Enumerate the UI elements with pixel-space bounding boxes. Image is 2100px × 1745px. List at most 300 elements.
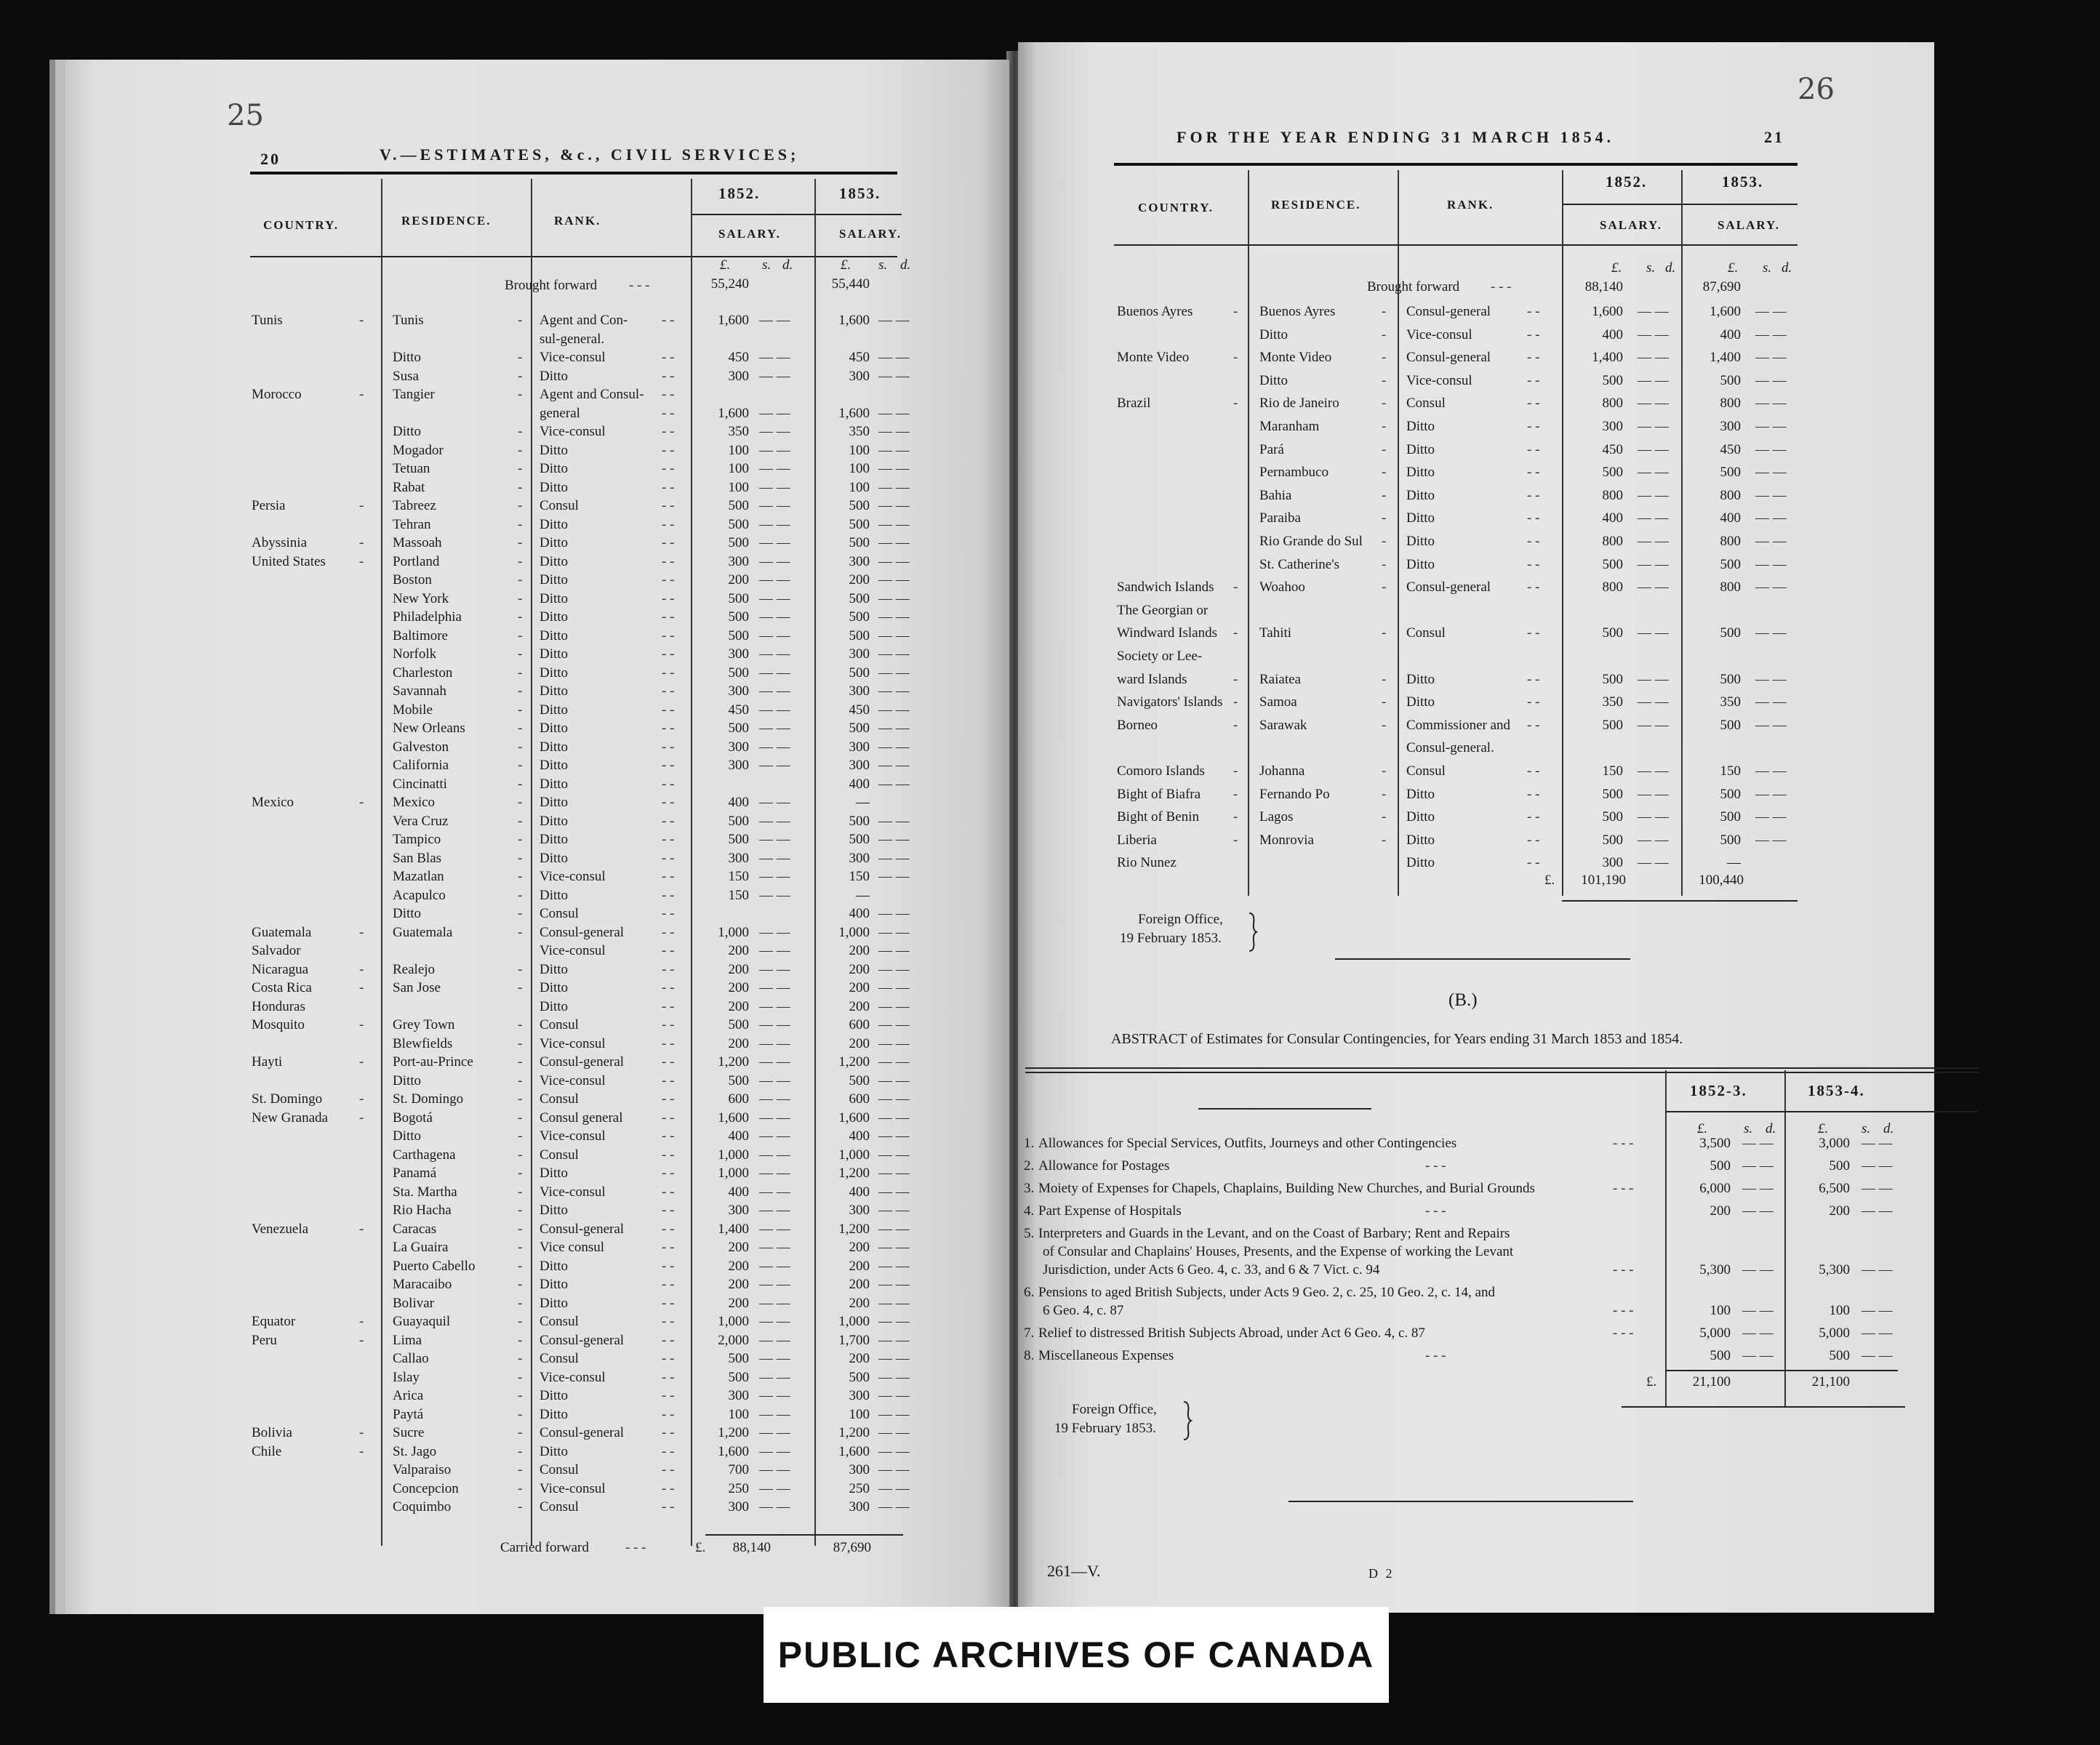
dots: — — [878,1184,910,1200]
row-rank: Ditto [540,627,569,643]
dots: - [1382,419,1387,434]
row-residence: Bolivar [393,1295,434,1311]
abstract-item-1853-4: 100 [1829,1303,1850,1318]
row-salary-1853: 500 [849,609,870,625]
dots: - [1382,465,1387,481]
row-rank: Consul [1406,763,1446,779]
dots: - [359,1425,364,1440]
dots: - - [1527,350,1540,366]
row-salary-1853: 450 [849,702,870,718]
row-rank: Vice-consul [540,1480,606,1496]
row-salary-1852: 600 [728,1091,749,1107]
dots: — — [878,1072,910,1088]
dots: - [1233,671,1238,687]
dots: — — [1638,556,1669,572]
dots: — — [1638,326,1669,342]
dots: — — [759,739,790,755]
abstract-item-text: Pensions to aged British Subjects, under Acts 9 Geo. 2, c. 25, 10 Geo. 2, c. 14, and [1038,1285,1495,1300]
row-rank: Consul [540,498,579,513]
dots: - - - [1613,1136,1634,1151]
abstract-item-text: 6 Geo. 4, c. 87 [1043,1303,1124,1318]
row-salary-1853: 400 [849,906,870,921]
row-rank: sul-general. [540,331,605,347]
row-salary-1852: 200 [728,572,749,587]
row-residence: Buenos Ayres [1259,304,1336,319]
row-salary-1852: 500 [1602,625,1623,641]
signature-office: Foreign Office, [1138,912,1223,927]
brought-forward-1853: 55,440 [831,276,870,292]
dots: - - [662,479,675,495]
dots: — — [878,1314,910,1329]
dots: — — [1755,786,1787,802]
dots: — — [759,1480,790,1496]
dots: - - [1527,419,1540,434]
row-rank: Consul [1406,625,1446,641]
row-country: Sandwich Islands [1117,579,1214,595]
dots: — — [759,1369,790,1385]
dots: — — [759,572,790,587]
dots: — — [1755,625,1787,641]
row-rank: Consul [1406,396,1446,412]
row-rank: general [540,405,580,421]
dots: - - [1527,326,1540,342]
dots: - - [1527,465,1540,481]
year-rule [1562,204,1798,205]
row-salary-1853: 500 [849,627,870,643]
dots: — — [759,498,790,513]
dots: - - [662,1017,675,1032]
row-rank: Ditto [1406,441,1435,457]
dots: — — [878,1017,910,1032]
dots: - [518,1351,523,1366]
dots: — — [878,943,910,958]
archive-label [764,1607,1389,1703]
row-rank: Ditto [1406,419,1435,434]
row-residence: Concepcion [393,1480,459,1496]
row-country: Comoro Islands [1117,763,1205,779]
row-salary-1853: 300 [849,850,870,866]
row-residence: Lima [393,1332,422,1348]
dots: — — [759,758,790,773]
dots: - - [662,1035,675,1051]
row-rank: Ditto [540,553,569,569]
dots: — — [759,1166,790,1181]
row-country: Liberia [1117,832,1157,848]
dots: — — [759,1035,790,1051]
dots: — — [1861,1181,1893,1196]
row-salary-1852: 500 [728,832,749,847]
dots: - - [662,590,675,606]
row-salary-1852: 500 [1602,786,1623,802]
total-1852: 101,190 [1581,872,1626,888]
dots: - [1382,487,1387,503]
dots: — — [759,1462,790,1477]
row-salary-1852: 300 [728,368,749,384]
dots: - - [662,609,675,625]
dots: — — [878,590,910,606]
row-rank: Ditto [1406,671,1435,687]
dots: — — [1742,1181,1774,1196]
dots: - [1233,763,1238,779]
row-rank: Consul general [540,1110,623,1126]
abstract-year-1852-3: 1852-3. [1690,1082,1747,1099]
row-salary-1853: 400 [1720,510,1741,526]
dots: - - [662,405,675,421]
unit-shillings-1852: s. [1646,260,1656,276]
abstract-header-rule [1665,1111,1978,1112]
abstract-item-number: 1. [1024,1136,1035,1151]
row-salary-1853: 1,000 [838,924,870,940]
row-salary-1852: 300 [728,739,749,755]
row-salary-1853: 500 [1720,832,1741,848]
row-country: Hayti [252,1054,283,1070]
dots: - [518,1369,523,1385]
row-residence: Vera Cruz [393,813,449,829]
row-salary-1852: 100 [728,442,749,458]
row-residence: St. Domingo [393,1091,464,1107]
dots: - [359,1054,364,1070]
abstract-divider [1784,1070,1786,1406]
dots: — — [878,1499,910,1515]
row-residence: Puerto Cabello [393,1258,476,1274]
row-rank: Vice-consul [540,350,606,365]
row-residence: Sarawak [1259,717,1307,733]
dots: - - - [625,1540,646,1555]
header-rule [1114,163,1798,166]
dots: — — [759,702,790,718]
dots: - [359,1443,364,1459]
signature2-date: 19 February 1853. [1054,1421,1156,1436]
row-salary-1853: 600 [849,1017,870,1032]
dots: - [1382,786,1387,802]
dots: — — [1638,625,1669,641]
dots: — — [878,405,910,421]
dots: — — [759,1054,790,1070]
dots: — — [1755,465,1787,481]
row-salary-1852: 1,200 [718,1054,749,1070]
row-rank: Vice-consul [540,869,606,884]
dots: - [359,961,364,977]
row-salary-1853: 500 [1720,671,1741,687]
row-salary-1852: 1,600 [718,313,749,328]
dots: - - [662,1369,675,1385]
row-salary-1852: 300 [728,683,749,699]
dots: - - [662,758,675,773]
abstract-year-1853-4: 1853-4. [1808,1082,1865,1099]
dots: - [518,350,523,365]
dots: — — [878,572,910,587]
unit-pence-1852: d. [782,257,793,273]
row-residence: Maracaibo [393,1277,452,1292]
dots: - - [1527,372,1540,388]
dots: — — [1742,1158,1774,1174]
row-salary-1853: 200 [849,998,870,1014]
dots: - [518,313,523,328]
abstract-item-text: Allowance for Postages [1038,1158,1170,1174]
abstract-item-1852-3: 3,500 [1699,1136,1731,1151]
row-rank: Ditto [1406,694,1435,710]
row-salary-1853: 500 [849,535,870,550]
dots: - - [1527,510,1540,526]
dots: — — [878,1332,910,1348]
abstract-unit-pounds-b: £. [1818,1121,1829,1136]
dots: — — [1755,350,1787,366]
row-salary-1853: 400 [849,1184,870,1200]
row-salary-1852: 400 [728,1128,749,1144]
row-rank: Vice-consul [540,943,606,958]
row-residence: Massoah [393,535,442,550]
row-salary-1853: 300 [849,739,870,755]
row-residence: Monrovia [1259,832,1314,848]
dots: - - [1527,855,1540,871]
dots: — — [878,461,910,476]
row-residence: Coquimbo [393,1499,452,1515]
end-rule [1289,1501,1633,1502]
dots: — — [1638,304,1669,319]
dots: — — [878,1295,910,1311]
dots: - [518,832,523,847]
dots: — — [1742,1348,1774,1363]
row-country: Borneo [1117,717,1158,733]
row-residence: Pernambuco [1259,465,1328,481]
dots: - [518,1295,523,1311]
row-residence: Carthagena [393,1147,456,1163]
dots: - [518,442,523,458]
unit-pounds-1853: £. [1728,260,1739,276]
dots: - [359,387,364,402]
unit-pence-1853: d. [900,257,911,273]
dots: — — [759,943,790,958]
row-salary-1852: 1,000 [718,1166,749,1181]
dots: - - [662,961,675,977]
dots: — — [1755,694,1787,710]
dots: — — [1638,465,1669,481]
row-salary-1853: 1,200 [838,1221,870,1237]
row-salary-1852: 200 [728,1295,749,1311]
abstract-item-1852-3: 6,000 [1699,1181,1731,1196]
dots: - [1382,694,1387,710]
dots: - [518,1147,523,1163]
dots: - [1233,832,1238,848]
dots: - [1233,717,1238,733]
dots: - - [662,980,675,995]
row-salary-1852: 500 [728,1017,749,1032]
dots: — — [759,980,790,995]
dots: — — [759,1221,790,1237]
abstract-item-1852-3: 5,300 [1699,1262,1731,1277]
row-rank: Consul [540,1091,579,1107]
row-salary-1852: 500 [1602,372,1623,388]
row-country: Honduras [252,998,305,1014]
unit-pence-1853: d. [1782,260,1792,276]
row-residence: Woahoo [1259,579,1305,595]
row-salary-1852: 400 [728,1184,749,1200]
row-salary-1853: 300 [849,683,870,699]
dots: - [518,683,523,699]
row-residence: Sucre [393,1425,425,1440]
unit-pounds-1853: £. [841,257,851,273]
dots: — — [1638,763,1669,779]
row-rank: Vice-consul [1406,326,1472,342]
dots: — — [759,850,790,866]
dots: — — [878,850,910,866]
row-salary-1853: 200 [849,1258,870,1274]
col-header-year-1853: 1853. [1722,173,1764,190]
col-header-country: COUNTRY. [263,218,340,232]
row-salary-1852: 150 [728,869,749,884]
dots: - [518,1314,523,1329]
row-salary-1852: 500 [728,1369,749,1385]
dots: - - [662,1184,675,1200]
dots: — — [878,609,910,625]
dots: — — [1638,855,1669,871]
row-salary-1853: 1,000 [838,1314,870,1329]
dots: - [1382,717,1387,733]
dots: — — [878,1054,910,1070]
dots: — — [759,813,790,829]
dots: - [359,1110,364,1126]
abstract-unit-shillings-a: s. [1744,1121,1753,1136]
dots: — — [878,869,910,884]
row-residence: Valparaiso [393,1462,452,1477]
row-salary-1852: 200 [728,980,749,995]
section-letter: (B.) [1448,990,1478,1010]
dots: - [518,980,523,995]
abstract-item-1852-3: 5,000 [1699,1325,1731,1341]
dots: — — [759,350,790,365]
row-rank: Consul-general. [1406,740,1494,756]
row-salary-1852: 1,600 [718,1443,749,1459]
row-rank: Ditto [1406,487,1435,503]
dots: — — [878,721,910,736]
dots: — — [878,1351,910,1366]
dots: - [1233,809,1238,825]
row-rank: Ditto [540,535,569,550]
dots: - [518,609,523,625]
abstract-unit-pence-a: d. [1766,1121,1776,1136]
dots: - [518,572,523,587]
row-residence: Paraiba [1259,510,1301,526]
row-salary-1852: 1,000 [718,924,749,940]
row-residence: Fernando Po [1259,786,1330,802]
abstract-item-text: Allowances for Special Services, Outfits, Journeys and other Contingencies [1038,1136,1457,1151]
dots: — — [878,535,910,550]
row-salary-1853: 350 [1720,694,1741,710]
abstract-item-1853-4: 200 [1829,1203,1850,1219]
dots: - - [662,1443,675,1459]
dots: — — [1861,1203,1893,1219]
dots: — — [759,590,790,606]
dots: — — [878,1480,910,1496]
dots: — — [759,1332,790,1348]
dots: - [518,887,523,903]
dots: - - [1527,396,1540,412]
dots: — — [759,1147,790,1163]
row-salary-1852: 200 [728,1258,749,1274]
dots: - [518,1480,523,1496]
row-rank: Consul-general [540,1054,625,1070]
dots: — — [759,442,790,458]
dots: - [1233,396,1238,412]
row-salary-1853: 1,400 [1710,350,1741,366]
dots: - - [1527,304,1540,319]
abstract-item-number: 4. [1024,1203,1035,1219]
header-bottom-rule [1114,244,1798,246]
dots: — — [1742,1136,1774,1151]
dots: — — [1861,1303,1893,1318]
dots: - [1382,809,1387,825]
dots: - - [662,1277,675,1292]
row-rank: Agent and Con- [540,313,628,328]
row-rank: Ditto [540,1406,569,1422]
row-residence: Callao [393,1351,429,1366]
dots: — — [878,1221,910,1237]
dots: - - [662,1388,675,1403]
dots: — — [878,924,910,940]
row-salary-1852: 450 [728,702,749,718]
right-page [1018,42,1934,1613]
row-country: Bight of Biafra [1117,786,1201,802]
row-salary-1853: 1,600 [1710,304,1741,319]
dots: - - [662,683,675,699]
row-rank: Ditto [1406,510,1435,526]
row-salary-1853: 1,700 [838,1332,870,1348]
abstract-item-1852-3: 500 [1710,1158,1731,1174]
dots: - [518,665,523,681]
dots: - [518,1072,523,1088]
row-residence: San Jose [393,980,441,995]
abstract-item-1852-3: 500 [1710,1348,1731,1363]
row-salary-1853: — [856,887,870,903]
dots: — — [878,1240,910,1255]
dots: - - - [1613,1325,1634,1341]
row-residence: Islay [393,1369,420,1385]
row-residence: California [393,758,449,773]
dots: — — [878,683,910,699]
row-rank: Consul [540,1351,579,1366]
unit-shillings-1852: s. [762,257,772,273]
col-header-salary-1853: SALARY. [839,227,902,241]
row-country: New Granada [252,1110,328,1126]
dots: - [1233,304,1238,319]
row-country: Mexico [252,795,294,810]
abstract-item-text: Interpreters and Guards in the Levant, and on the Coast of Barbary; Rent and Repairs [1038,1226,1510,1241]
row-salary-1853: 500 [1720,717,1741,733]
row-salary-1853: 100 [849,461,870,476]
dots: - - [662,887,675,903]
row-salary-1853: 150 [849,869,870,884]
row-residence: Ditto [393,350,422,365]
row-salary-1852: 500 [728,590,749,606]
row-rank: Ditto [540,998,569,1014]
dots: - - [662,1054,675,1070]
abstract-item-number: 7. [1024,1325,1035,1341]
dots: — — [759,869,790,884]
dots: - [1233,694,1238,710]
dots: — — [759,832,790,847]
row-country: Brazil [1117,396,1151,412]
abstract-item-1852-3: 100 [1710,1303,1731,1318]
dots: - [518,776,523,792]
dots: - [518,1128,523,1144]
dots: - [518,1406,523,1422]
col-header-salary-1852: SALARY. [718,227,781,241]
row-country: Guatemala [252,924,312,940]
row-residence: Tahiti [1259,625,1292,641]
row-country: St. Domingo [252,1091,323,1107]
row-salary-1853: 200 [849,1035,870,1051]
dots: — — [1755,304,1787,319]
